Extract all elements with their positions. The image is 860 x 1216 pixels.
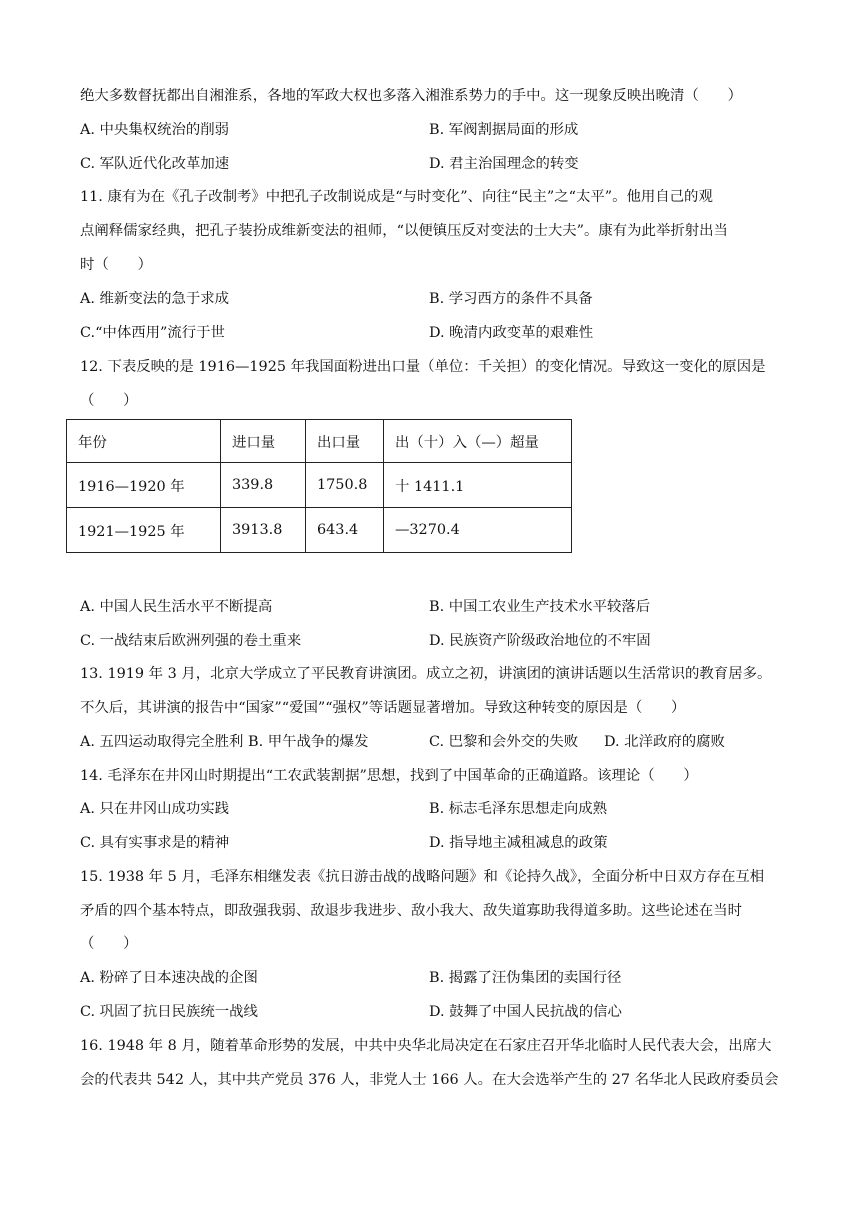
table-row [67, 463, 572, 508]
table-header-balance: 出（十）入（—）超量 [384, 420, 572, 463]
table-cell-year: 1916—1920 年 [67, 463, 221, 508]
table-row [67, 508, 572, 553]
q11-option-d: D. 晚清内政变革的艰难性 [429, 325, 594, 341]
flour-trade-table [66, 419, 572, 553]
q14-option-a: A. 只在井冈山成功实践 [80, 801, 230, 817]
table-cell-balance: 十 1411.1 [384, 463, 572, 508]
q15-stem-line-3: （ ） [80, 936, 138, 952]
table-cell-import: 3913.8 [221, 508, 306, 553]
q10-option-a: A. 中央集权统治的削弱 [80, 122, 230, 138]
q10-option-d: D. 君主治国理念的转变 [429, 156, 579, 172]
q15-option-a: A. 粉碎了日本速决战的企图 [80, 970, 258, 986]
table-cell-import: 339.8 [221, 463, 306, 508]
table-cell-year: 1921—1925 年 [67, 508, 221, 553]
table-header-import: 进口量 [221, 420, 306, 463]
q13-option-a: A. 五四运动取得完全胜利 [80, 734, 244, 750]
q12-stem-line-2: （ ） [80, 393, 138, 409]
q14-option-d: D. 指导地主减租减息的政策 [429, 835, 608, 851]
q10-option-b: B. 军阀割据局面的形成 [429, 122, 579, 138]
q11-option-c: C.“中体西用”流行于世 [80, 325, 225, 341]
q14-option-c: C. 具有实事求是的精神 [80, 835, 230, 851]
table-header-row [67, 420, 572, 463]
table-cell-export: 643.4 [306, 508, 384, 553]
table-header-export: 出口量 [306, 420, 384, 463]
table-header-year: 年份 [67, 420, 221, 463]
q15-option-b: B. 揭露了汪伪集团的卖国行径 [429, 970, 622, 986]
table-cell-balance: —3270.4 [384, 508, 572, 553]
q13-option-c: C. 巴黎和会外交的失败 [429, 734, 579, 750]
q13-option-d: D. 北洋政府的腐败 [604, 734, 725, 750]
q12-option-c: C. 一战结束后欧洲列强的卷土重来 [80, 633, 302, 649]
q13-option-b: B. 甲午战争的爆发 [248, 734, 369, 750]
q12-stem-line-1: 12. 下表反映的是 1916—1925 年我国面粉进出口量（单位：千关担）的变化情况。导致这一变化的原因是 [80, 359, 766, 375]
q14-option-b: B. 标志毛泽东思想走向成熟 [429, 801, 608, 817]
q14-stem-line-1: 14. 毛泽东在井冈山时期提出“工农武装割据”思想，找到了中国革命的正确道路。该理论（ ） [80, 768, 698, 784]
q15-option-d: D. 鼓舞了中国人民抗战的信心 [429, 1004, 622, 1020]
q10-stem: 绝大多数督抚都出自湘淮系，各地的军政大权也多落入湘淮系势力的手中。这一现象反映出晚清（ ） [80, 88, 742, 104]
q16-stem-line-2: 会的代表共 542 人，其中共产党员 376 人，非党人士 166 人。在大会选举产生的 27 名华北人民政府委员会 [80, 1072, 779, 1088]
q12-option-d: D. 民族资产阶级政治地位的不牢固 [429, 633, 651, 649]
table-cell-export: 1750.8 [306, 463, 384, 508]
q10-option-c: C. 军队近代化改革加速 [80, 156, 230, 172]
q11-stem-line-3: 时（ ） [80, 257, 152, 273]
q12-option-a: A. 中国人民生活水平不断提高 [80, 599, 273, 615]
q15-stem-line-1: 15. 1938 年 5 月，毛泽东相继发表《抗日游击战的战略问题》和《论持久战》，全面分析中日双方存在互相 [80, 869, 765, 885]
q11-stem-line-2: 点阐释儒家经典，把孔子装扮成维新变法的祖师，“以便镇压反对变法的士大夫”。康有为此举折射出当 [80, 223, 728, 239]
q16-stem-line-1: 16. 1948 年 8 月，随着革命形势的发展，中共中央华北局决定在石家庄召开华北临时人民代表大会，出席大 [80, 1038, 772, 1054]
q13-stem-line-2: 不久后，其讲演的报告中“国家”“爱国”“强权”等话题显著增加。导致这种转变的原因是（ ） [80, 700, 686, 716]
q11-option-b: B. 学习西方的条件不具备 [429, 291, 593, 307]
q15-option-c: C. 巩固了抗日民族统一战线 [80, 1004, 258, 1020]
q12-option-b: B. 中国工农业生产技术水平较落后 [429, 599, 651, 615]
q11-stem-line-1: 11. 康有为在《孔子改制考》中把孔子改制说成是“与时变化”、向往“民主”之“太平”。他用自己的观 [80, 189, 713, 205]
q15-stem-line-2: 矛盾的四个基本特点，即敌强我弱、敌退步我进步、敌小我大、敌失道寡助我得道多助。这些论述在当时 [80, 903, 742, 919]
q13-stem-line-1: 13. 1919 年 3 月，北京大学成立了平民教育讲演团。成立之初，讲演团的演讲话题以生活常识的教育居多。 [80, 666, 772, 682]
q11-option-a: A. 维新变法的急于求成 [80, 291, 230, 307]
